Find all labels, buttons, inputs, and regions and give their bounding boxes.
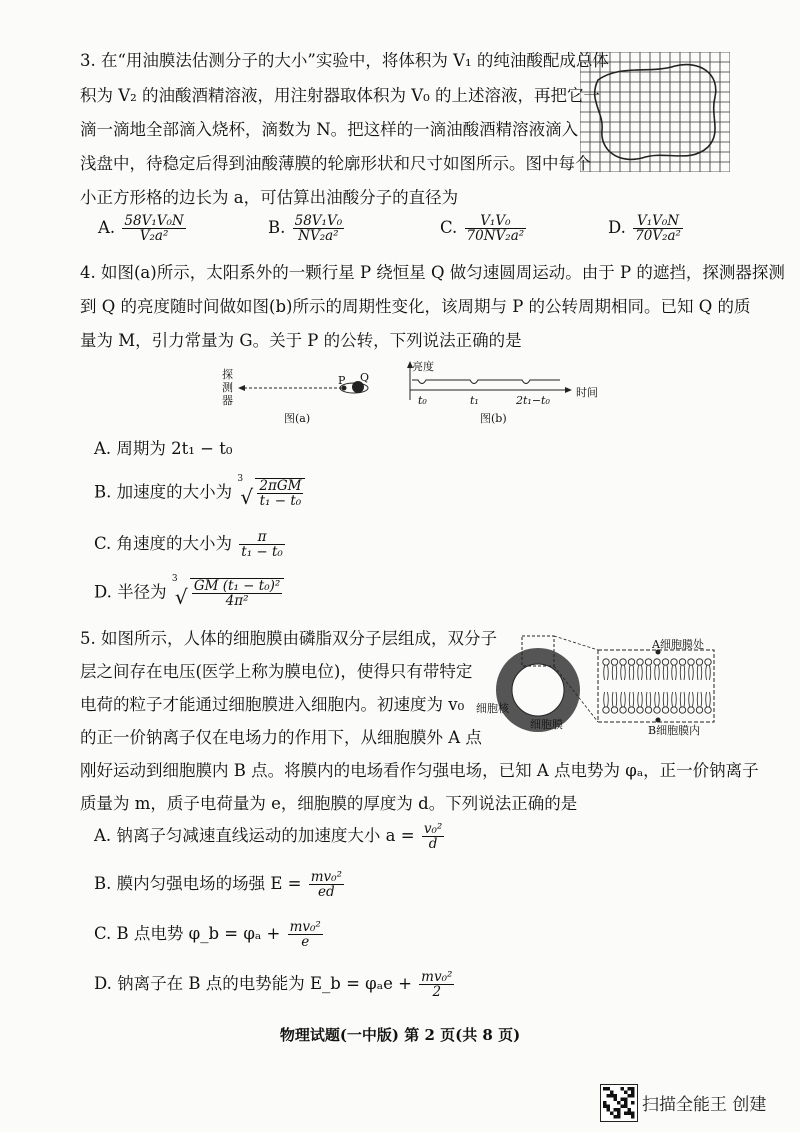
q3-option-d[interactable] bbox=[608, 214, 685, 243]
option-denominator: ed bbox=[318, 884, 335, 901]
option-denominator: 70V₂a² bbox=[635, 228, 681, 245]
q3-option-c[interactable] bbox=[440, 214, 528, 243]
q3-line-2: 积为 V₂ 的油酸酒精溶液，用注射器取体积为 V₀ 的上述溶液，再把它一 bbox=[80, 86, 601, 105]
page-footer: 物理试题(一中版) 第 2 页(共 8 页) bbox=[279, 1026, 521, 1044]
cell-nucleus bbox=[512, 664, 564, 716]
root-index: 3 bbox=[171, 574, 178, 584]
option-label: B. bbox=[268, 218, 286, 238]
option-label: D. bbox=[608, 218, 626, 238]
q5-line-4: 的正一价钠离子仅在电场力的作用下，从细胞膜外 A 点 bbox=[80, 728, 482, 747]
option-text: B. 加速度的大小为 bbox=[94, 482, 233, 502]
option-label: A. bbox=[98, 218, 116, 238]
fig-b-caption: 图(b) bbox=[480, 412, 507, 425]
q4-line-1: 4. 如图(a)所示，太阳系外的一颗行星 P 绕恒星 Q 做匀速圆周运动。由于 P 的遮挡，探测器探测 bbox=[80, 263, 785, 282]
sqrt-icon: √ bbox=[240, 485, 254, 509]
q3-option-b[interactable] bbox=[268, 214, 346, 243]
option-numerator: mv₀² bbox=[310, 869, 342, 885]
label-q: Q bbox=[360, 371, 370, 384]
tick-t0: t₀ bbox=[418, 394, 427, 407]
q4-line-2: 到 Q 的亮度随时间做如图(b)所示的周期性变化，该周期与 P 的公转周期相同。已知 Q 的质 bbox=[80, 297, 751, 316]
tick-2t1-t0: 2t₁−t₀ bbox=[516, 394, 550, 407]
option-denominator: t₁ − t₀ bbox=[259, 493, 302, 510]
detector-label: 探 测 器 bbox=[222, 368, 233, 407]
q5-option-d[interactable] bbox=[94, 970, 456, 999]
option-denominator: e bbox=[301, 934, 310, 951]
option-numerator: mv₀² bbox=[421, 969, 453, 985]
q3-option-a[interactable] bbox=[98, 214, 188, 243]
option-denominator: V₂a² bbox=[139, 228, 169, 245]
option-numerator: V₁V₀N bbox=[633, 214, 683, 229]
oil-film-grid-figure bbox=[580, 52, 730, 172]
q5-line-1: 5. 如图所示，人体的细胞膜由磷脂双分子层组成，双分子 bbox=[80, 629, 497, 648]
option-numerator: v₀² bbox=[423, 821, 443, 837]
option-denominator: t₁ − t₀ bbox=[241, 544, 283, 561]
q5-option-a[interactable] bbox=[94, 822, 446, 851]
option-text: D. 钠离子在 B 点的电势能为 E_b = φₐe + bbox=[94, 974, 412, 994]
option-numerator: GM (t₁ − t₀)² bbox=[193, 578, 281, 594]
q5-line-2: 层之间存在电压(医学上称为膜电位)，使得只有带特定 bbox=[80, 662, 473, 681]
label-membrane: 细胞膜 bbox=[530, 718, 563, 731]
option-denominator: NV₂a² bbox=[298, 228, 339, 245]
fig-b-ylabel: 亮度 bbox=[412, 360, 434, 373]
option-text: B. 膜内匀强电场的场强 E = bbox=[94, 874, 302, 894]
q5-line-3: 电荷的粒子才能通过细胞膜进入细胞内。初速度为 v₀ bbox=[80, 695, 465, 714]
q3-line-3: 滴一滴地全部滴入烧杯，滴数为 N。把这样的一滴油酸酒精溶液滴入 bbox=[80, 120, 579, 139]
label-b-inside: B细胞膜内 bbox=[648, 724, 701, 737]
option-text: D. 半径为 bbox=[94, 582, 167, 602]
label-p: P bbox=[338, 374, 346, 387]
option-numerator: V₁V₀ bbox=[465, 214, 527, 229]
phospholipid-bilayer bbox=[603, 659, 711, 713]
q4-line-3: 量为 M，引力常量为 G。关于 P 的公转，下列说法正确的是 bbox=[80, 331, 522, 350]
q3-line-5: 小正方形格的边长为 a，可估算出油酸分子的直径为 bbox=[80, 188, 459, 207]
root-index: 3 bbox=[237, 474, 244, 484]
q4-option-b[interactable] bbox=[94, 474, 305, 510]
option-numerator: 58V₁V₀N bbox=[124, 213, 184, 229]
q4-option-d[interactable] bbox=[94, 574, 284, 610]
option-numerator: mv₀² bbox=[289, 919, 321, 935]
label-nucleus: 细胞核 bbox=[476, 702, 509, 715]
arrow-head-icon bbox=[238, 385, 245, 391]
option-label: C. bbox=[440, 218, 458, 238]
q5-option-b[interactable] bbox=[94, 870, 346, 899]
sqrt-icon: √ bbox=[174, 585, 188, 609]
watermark-text: 扫描全能王 创建 bbox=[642, 1095, 767, 1115]
option-numerator: 2πGM bbox=[259, 478, 302, 494]
q4-option-c[interactable] bbox=[94, 530, 287, 559]
q5-line-5: 刚好运动到细胞膜内 B 点。将膜内的电场看作匀强电场，已知 A 点电势为 φₐ，正一价钠离子 bbox=[80, 761, 759, 780]
x-arrow-icon bbox=[565, 387, 572, 393]
option-text: A. 钠离子匀减速直线运动的加速度大小 a = bbox=[94, 826, 415, 846]
label-a-outside: A细胞膜处 bbox=[652, 638, 704, 651]
qr-code-icon bbox=[600, 1084, 638, 1122]
option-denominator: 2 bbox=[432, 984, 442, 1001]
q3-line-1: 3. 在“用油膜法估测分子的大小”实验中，将体积为 V₁ 的纯油酸配成总体 bbox=[80, 51, 609, 70]
option-denominator: 70NV₂a² bbox=[466, 228, 525, 245]
option-denominator: 4π² bbox=[225, 593, 249, 610]
q4-option-a[interactable]: A. 周期为 2t₁ − t₀ bbox=[94, 439, 233, 458]
fig-b-xlabel: 时间 bbox=[576, 386, 598, 399]
option-denominator: d bbox=[428, 836, 438, 853]
fig-a-caption: 图(a) bbox=[284, 412, 311, 425]
option-text: C. 角速度的大小为 bbox=[94, 534, 233, 554]
option-text: C. B 点电势 φ_b = φₐ + bbox=[94, 924, 281, 944]
option-numerator: π bbox=[239, 530, 285, 545]
brightness-curve bbox=[412, 380, 560, 384]
option-numerator: 58V₁V₀ bbox=[294, 213, 343, 229]
q5-line-6: 质量为 m，质子电荷量为 e，细胞膜的厚度为 d。下列说法正确的是 bbox=[80, 794, 578, 813]
tick-t1: t₁ bbox=[470, 394, 479, 407]
q3-line-4: 浅盘中，待稳定后得到油酸薄膜的轮廓形状和尺寸如图所示。图中每个 bbox=[80, 154, 592, 173]
q5-option-c[interactable] bbox=[94, 920, 325, 949]
